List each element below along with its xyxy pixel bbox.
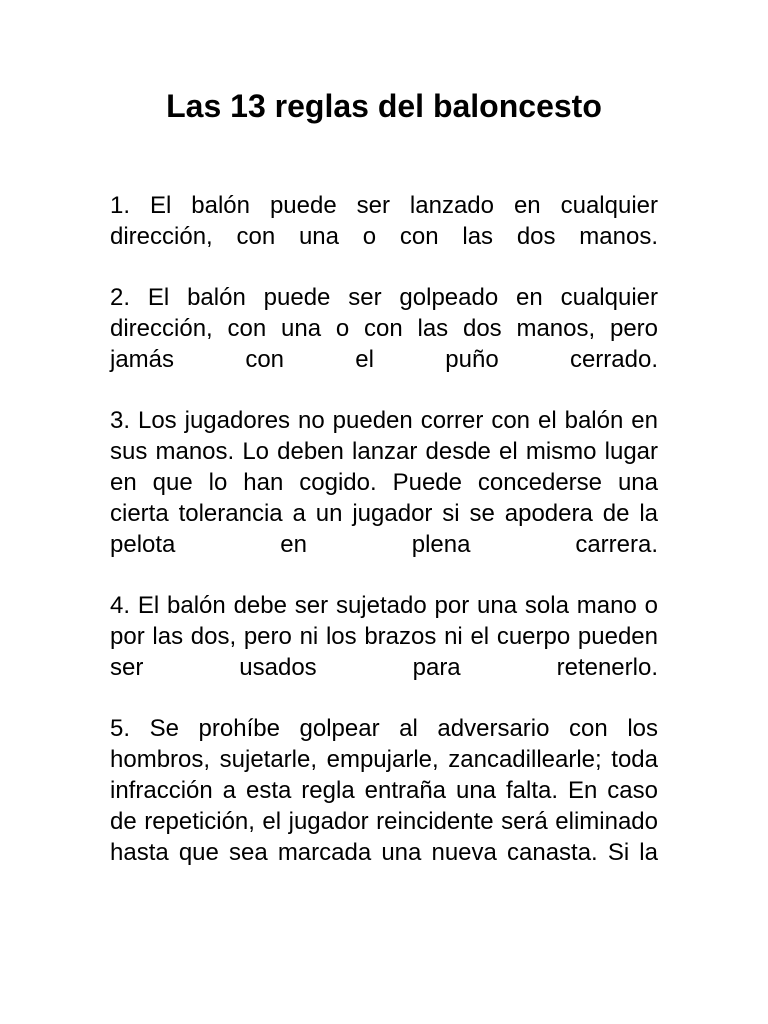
page-title: Las 13 reglas del baloncesto — [166, 88, 602, 124]
rule-3: 3. Los jugadores no pueden correr con el balón en sus manos. Lo deben lanzar desde el mismo lugar en que lo han cogido. Puede concederse una cierta tolerancia a un jugador si se apodera de la pelota en plena carrera. — [110, 407, 658, 558]
rules-list — [110, 190, 658, 898]
rule-2: 2. El balón puede ser golpeado en cualquier dirección, con una o con las dos manos, pero jamás con el puño cerrado. — [110, 284, 658, 373]
rule-4: 4. El balón debe ser sujetado por una sola mano o por las dos, pero ni los brazos ni el cuerpo pueden ser usados para retenerlo. — [110, 592, 658, 681]
rule-5: 5. Se prohíbe golpear al adversario con los hombros, sujetarle, empujarle, zancadillearle; toda infracción a esta regla entraña una falta. En caso de repetición, el jugador reincidente será eliminado hasta que sea marcada una nueva canasta. Si la — [110, 715, 658, 866]
rule-1: 1. El balón puede ser lanzado en cualquier dirección, con una o con las dos manos. — [110, 192, 658, 250]
